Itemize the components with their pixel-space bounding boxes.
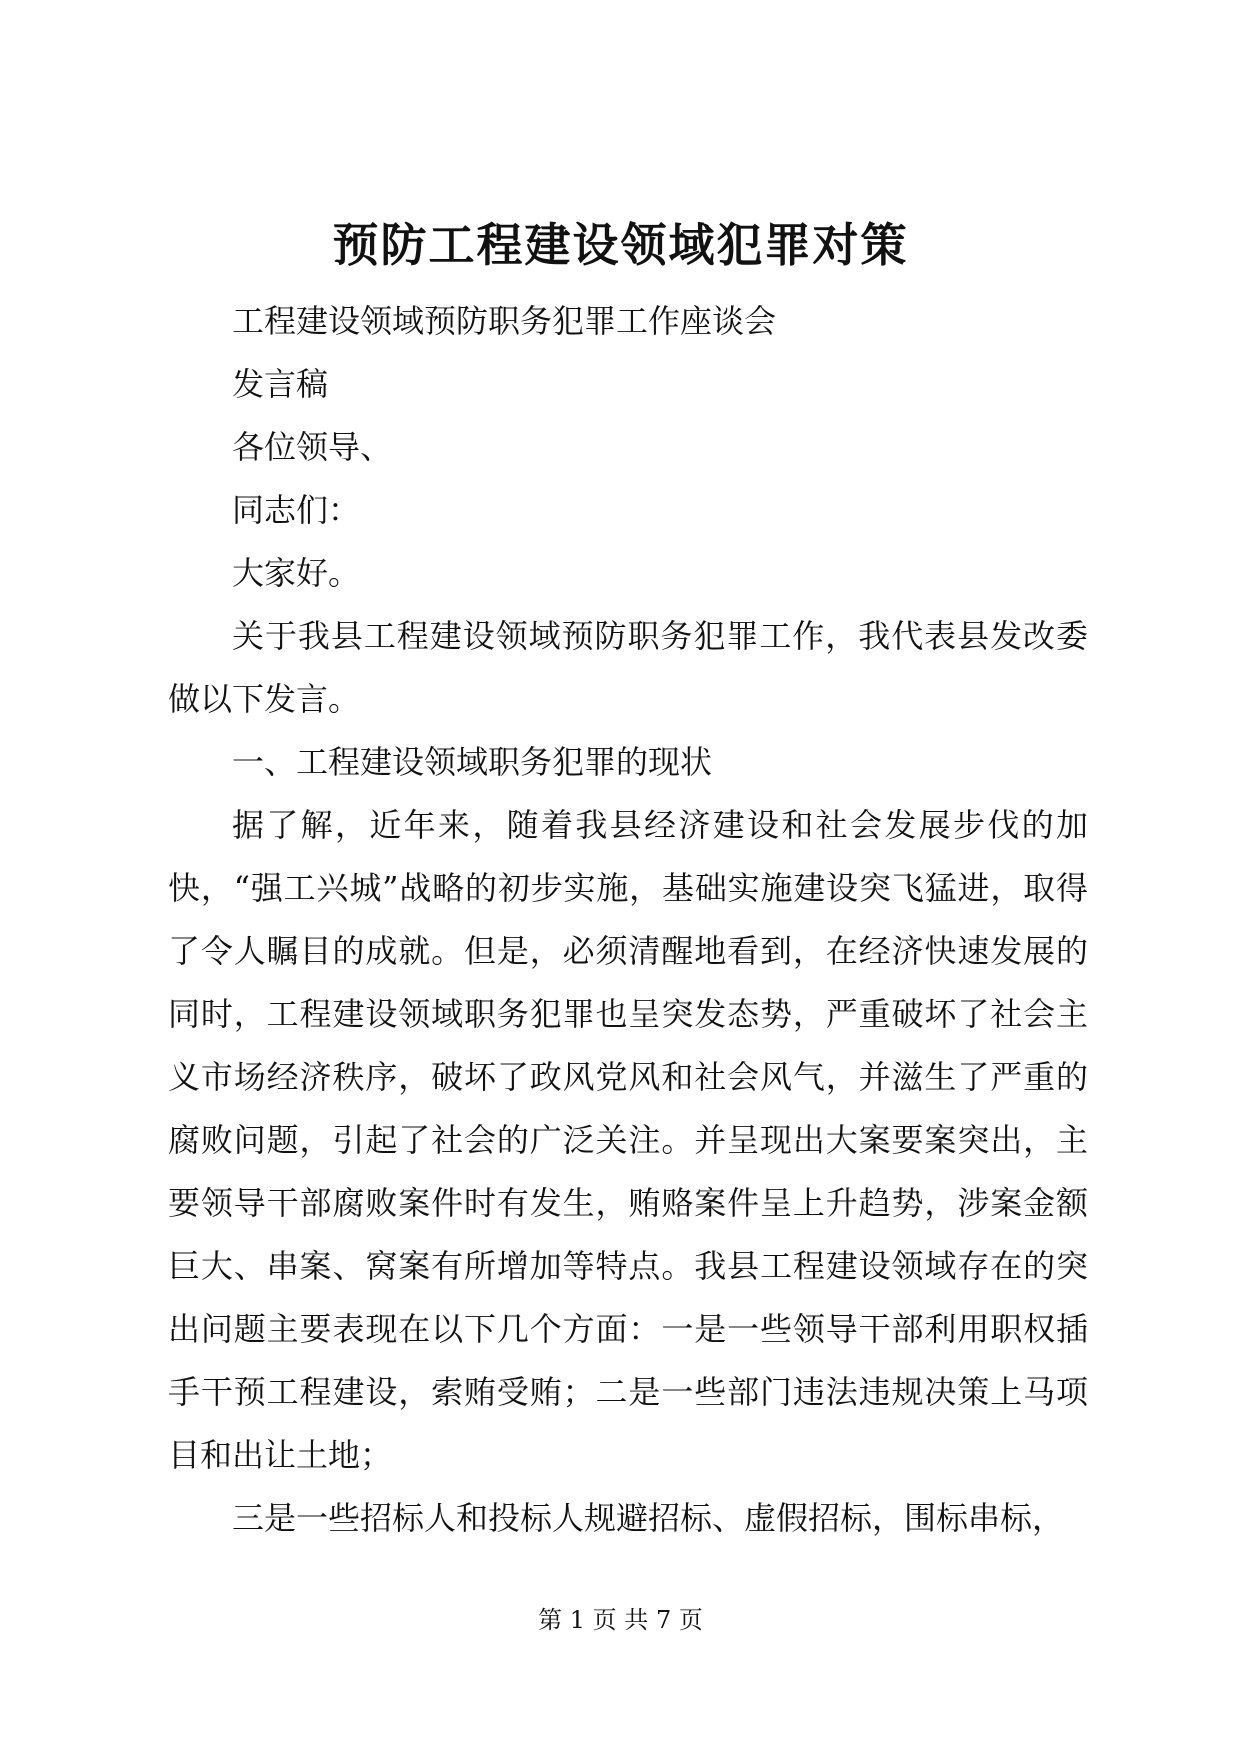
paragraph: 工程建设领域预防职务犯罪工作座谈会: [232, 302, 777, 340]
paragraph: 大家好。: [232, 554, 361, 592]
paragraph: 各位领导、: [232, 428, 393, 466]
paragraph: 三是一些招标人和投标人规避招标、虚假招标，围标串标，: [232, 1499, 1065, 1537]
section-heading: 一、工程建设领域职务犯罪的现状: [232, 743, 713, 781]
page-number-footer: 第 1 页 共 7 页: [538, 1606, 703, 1634]
paragraph: 据了解，近年来，随着我县经济建设和社会发展步伐的加快，“强工兴城”战略的初步实施，基础实施建设突飞猛进，取得了令人瞩目的成就。但是，必须清醒地看到，在经济快速发展的同时，工程建设领域职务犯罪也呈突发态势，严重破坏了社会主义市场经济秩序，破坏了政风党风和社会风气，并滋生了严重的腐败问题，引起了社会的广泛关注。并呈现出大案要案突出，主要领导干部腐败案件时有发生，贿赂案件呈上升趋势，涉案金额巨大、串案、窝案有所增加等特点。我县工程建设领域存在的突出问题主要表现在以下几个方面：一是一些领导干部利用职权插手干预工程建设，索贿受贿；二是一些部门违法违规决策上马项目和出让土地；: [168, 806, 1088, 1474]
paragraph: 发言稿: [232, 365, 329, 403]
document-body: [168, 290, 1088, 1550]
document-title: 预防工程建设领域犯罪对策: [332, 218, 909, 272]
paragraph: 关于我县工程建设领域预防职务犯罪工作，我代表县发改委做以下发言。: [168, 617, 1088, 718]
paragraph: 同志们：: [232, 491, 361, 529]
